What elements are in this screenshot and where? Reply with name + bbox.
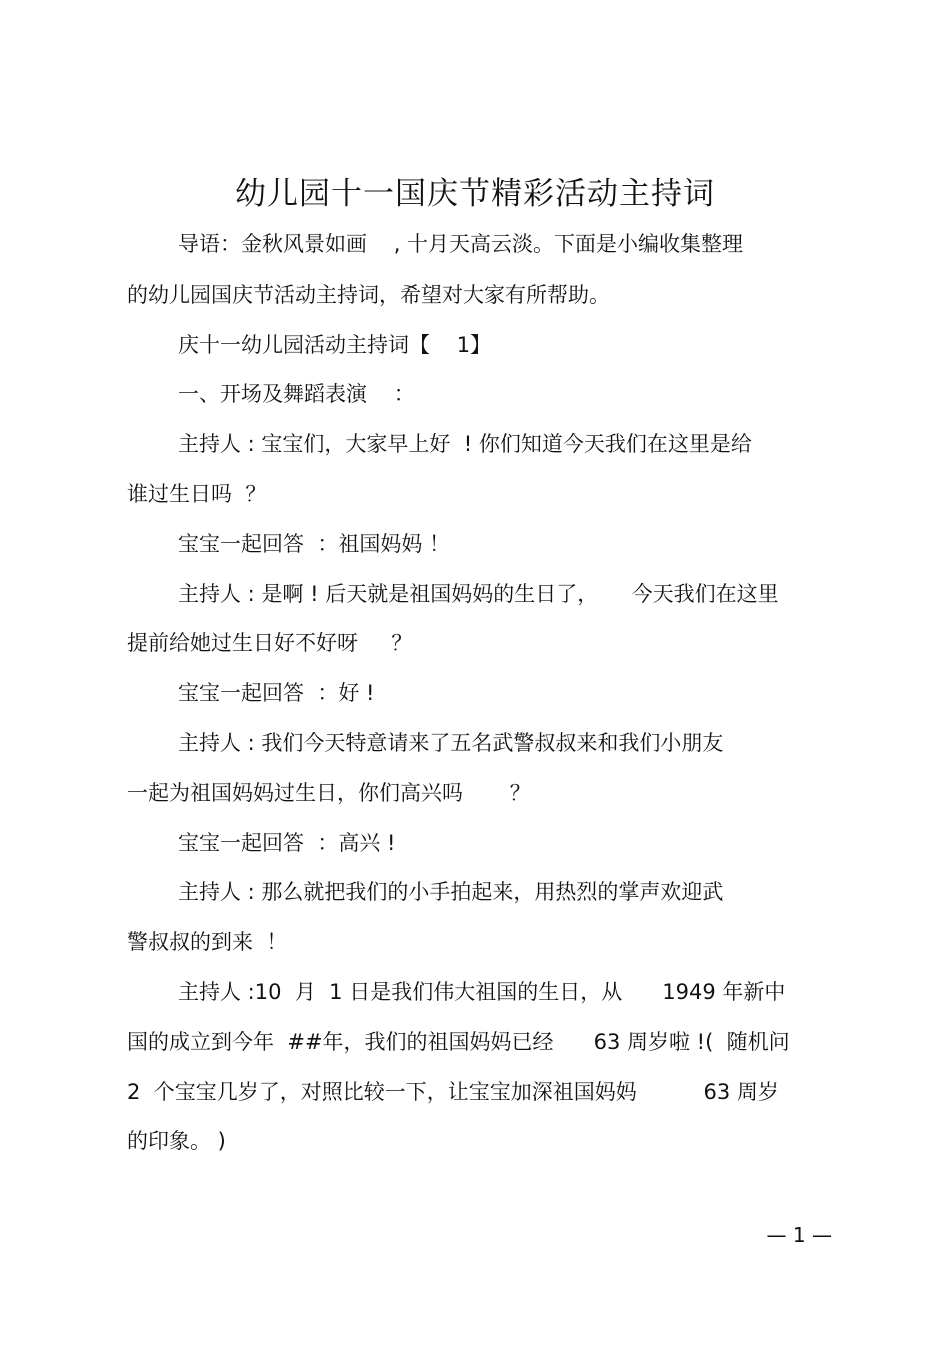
- paragraph-line: 的幼儿园国庆节活动主持词，希望对大家有所帮助。: [127, 283, 610, 307]
- paragraph-line: 谁过生日吗 ？: [127, 482, 267, 506]
- paragraph-line: 的印象。 ): [127, 1129, 226, 1153]
- paragraph-line: 宝宝一起回答 ：高兴 !: [178, 831, 396, 855]
- paragraph-line: 宝宝一起回答 ：好 !: [178, 681, 375, 705]
- paragraph-line: 主持人 : 那么就把我们的小手拍起来，用热烈的掌声欢迎武: [178, 880, 724, 904]
- page-number: — 1 —: [766, 1223, 832, 1247]
- section-subheading: 一、开场及舞蹈表演 ：: [178, 382, 415, 406]
- paragraph-line: 主持人 : 我们今天特意请来了五名武警叔叔来和我们小朋友: [178, 731, 724, 755]
- paragraph-line: 主持人 : 宝宝们，大家早上好 ! 你们知道今天我们在这里是给: [178, 432, 752, 456]
- paragraph-line: 主持人 : 是啊 ! 后天就是祖国妈妈的生日了， 今天我们在这里: [178, 582, 779, 606]
- paragraph-line: 宝宝一起回答 ：祖国妈妈 ！: [178, 532, 451, 556]
- document-title: 幼儿园十一国庆节精彩活动主持词: [235, 176, 715, 212]
- section-heading: 庆十一幼儿园活动主持词【 1】: [178, 333, 492, 357]
- paragraph-line: 国的成立到今年 ##年，我们的祖国妈妈已经 63 周岁啦 !( 随机问: [127, 1030, 790, 1054]
- paragraph-line: 主持人 :10 月 1 日是我们伟大祖国的生日，从 1949 年新中: [178, 980, 786, 1004]
- paragraph-line: 警叔叔的到来 ！: [127, 930, 288, 954]
- paragraph-line: 导语：金秋风景如画 , 十月天高云淡。下面是小编收集整理: [178, 232, 744, 256]
- paragraph-line: 2 个宝宝几岁了，对照比较一下，让宝宝加深祖国妈妈 63 周岁: [127, 1080, 779, 1104]
- paragraph-line: 提前给她过生日好不好呀 ？: [127, 631, 413, 655]
- paragraph-line: 一起为祖国妈妈过生日，你们高兴吗 ？: [127, 781, 531, 805]
